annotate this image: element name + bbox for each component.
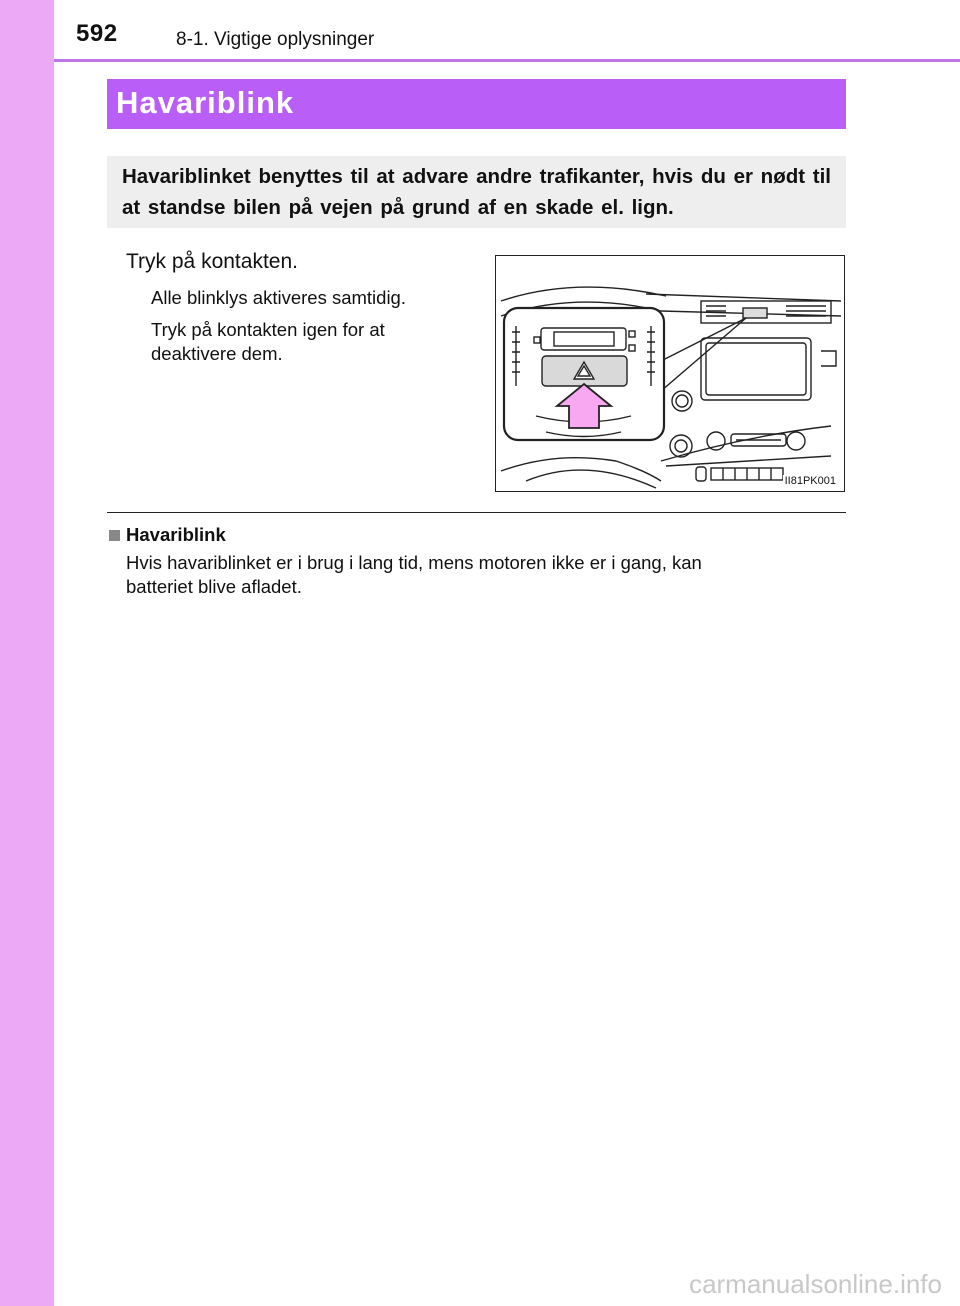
page-title: Havariblink <box>116 85 295 120</box>
illustration-code: II81PK001 <box>784 475 836 487</box>
intro-text: Havariblinket benyttes til at advare andre trafikanter, hvis du er nødt til at standse bilen på vejen på grund af en skade el. lign. <box>122 165 831 219</box>
bullet-body: Hvis havariblinket er i brug i lang tid, mens motoren ikke er i gang, kan batteriet blive afladet. <box>126 552 702 597</box>
section-path: 8-1. Vigtige oplysninger <box>176 29 375 50</box>
step-instruction: Tryk på kontakten. <box>126 250 298 273</box>
dashboard-drawing <box>496 256 845 492</box>
section-rule <box>107 512 846 513</box>
step-note-1: Alle blinklys aktiveres samtidig. <box>151 287 406 308</box>
bullet-heading <box>109 524 226 546</box>
bullet-heading-text: Havariblink <box>126 524 226 545</box>
hazard-switch-illustration <box>495 255 845 492</box>
page-number: 592 <box>76 20 118 47</box>
intro-box <box>107 156 846 228</box>
side-band <box>0 0 54 1306</box>
bullet-square-icon <box>109 530 120 541</box>
header-rule <box>54 59 960 62</box>
title-band <box>107 79 846 129</box>
watermark: carmanualsonline.info <box>689 1269 942 1299</box>
step-note-2: Tryk på kontakten igen for at deaktivere dem. <box>151 319 385 364</box>
